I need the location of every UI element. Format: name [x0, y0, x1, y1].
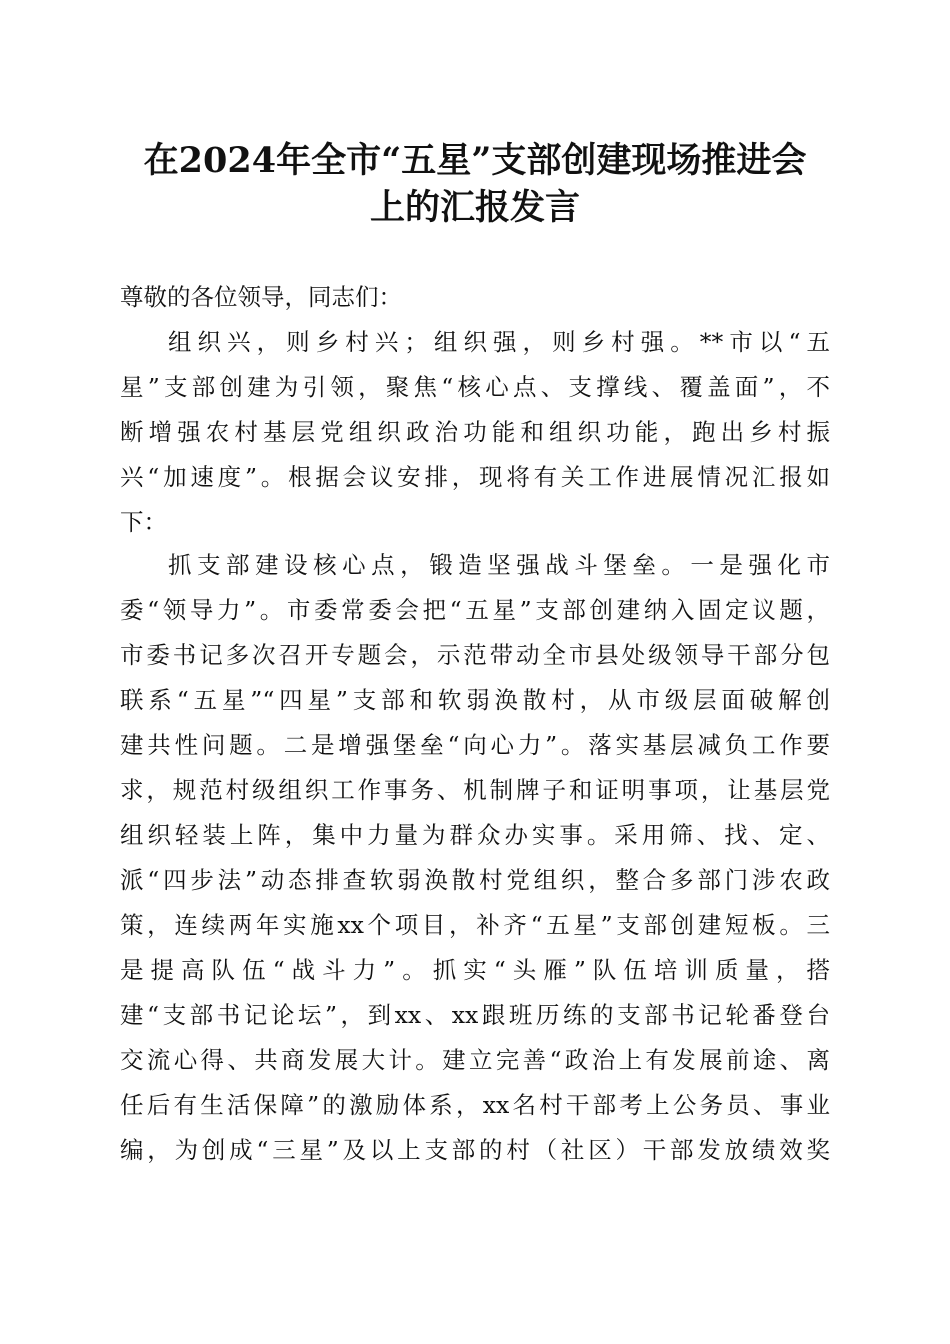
paragraph1-line: 下： [120, 508, 167, 536]
paragraph2-line: 交流心得、共商发展大计。建立完善“政治上有发展前途、离 [120, 1046, 830, 1074]
paragraph2-line: 任后有生活保障”的激励体系，xx名村干部考上公务员、事业 [120, 1091, 830, 1119]
paragraph2-line: 是提高队伍“战斗力”。抓实“头雁”队伍培训质量，搭 [120, 956, 830, 984]
paragraph1-line: 星”支部创建为引领，聚焦“核心点、支撑线、覆盖面”，不 [120, 373, 830, 401]
paragraph2-line: 编，为创成“三星”及以上支部的村（社区）干部发放绩效奖 [120, 1136, 830, 1164]
document-title-line-1: 在2024年全市“五星”支部创建现场推进会 [143, 140, 807, 181]
paragraph2-line: 建共性问题。二是增强堡垒“向心力”。落实基层减负工作要 [120, 731, 830, 759]
paragraph2-line: 组织轻装上阵，集中力量为群众办实事。采用筛、找、定、 [120, 821, 830, 849]
paragraph2-line: 市委书记多次召开专题会，示范带动全市县处级领导干部分包 [120, 641, 830, 669]
paragraph2-line: 抓支部建设核心点，锻造坚强战斗堡垒。一是强化市 [168, 551, 830, 579]
salutation: 尊敬的各位领导，同志们： [120, 283, 402, 311]
paragraph2-line: 联系“五星”“四星”支部和软弱涣散村，从市级层面破解创 [120, 686, 830, 714]
paragraph1-line: 组织兴，则乡村兴；组织强，则乡村强。**市以“五 [168, 328, 830, 356]
paragraph2-line: 求，规范村级组织工作事务、机制牌子和证明事项，让基层党 [120, 776, 830, 804]
paragraph1-line: 兴“加速度”。根据会议安排，现将有关工作进展情况汇报如 [120, 463, 830, 491]
paragraph2-line: 委“领导力”。市委常委会把“五星”支部创建纳入固定议题， [120, 596, 830, 624]
paragraph2-line: 策，连续两年实施xx个项目，补齐“五星”支部创建短板。三 [120, 911, 830, 939]
paragraph1-line: 断增强农村基层党组织政治功能和组织功能，跑出乡村振 [120, 418, 830, 446]
paragraph2-line: 派“四步法”动态排查软弱涣散村党组织，整合多部门涉农政 [120, 866, 830, 894]
paragraph2-line: 建“支部书记论坛”，到xx、xx跟班历练的支部书记轮番登台 [120, 1001, 830, 1029]
document-title-line-2: 上的汇报发言 [369, 187, 580, 228]
